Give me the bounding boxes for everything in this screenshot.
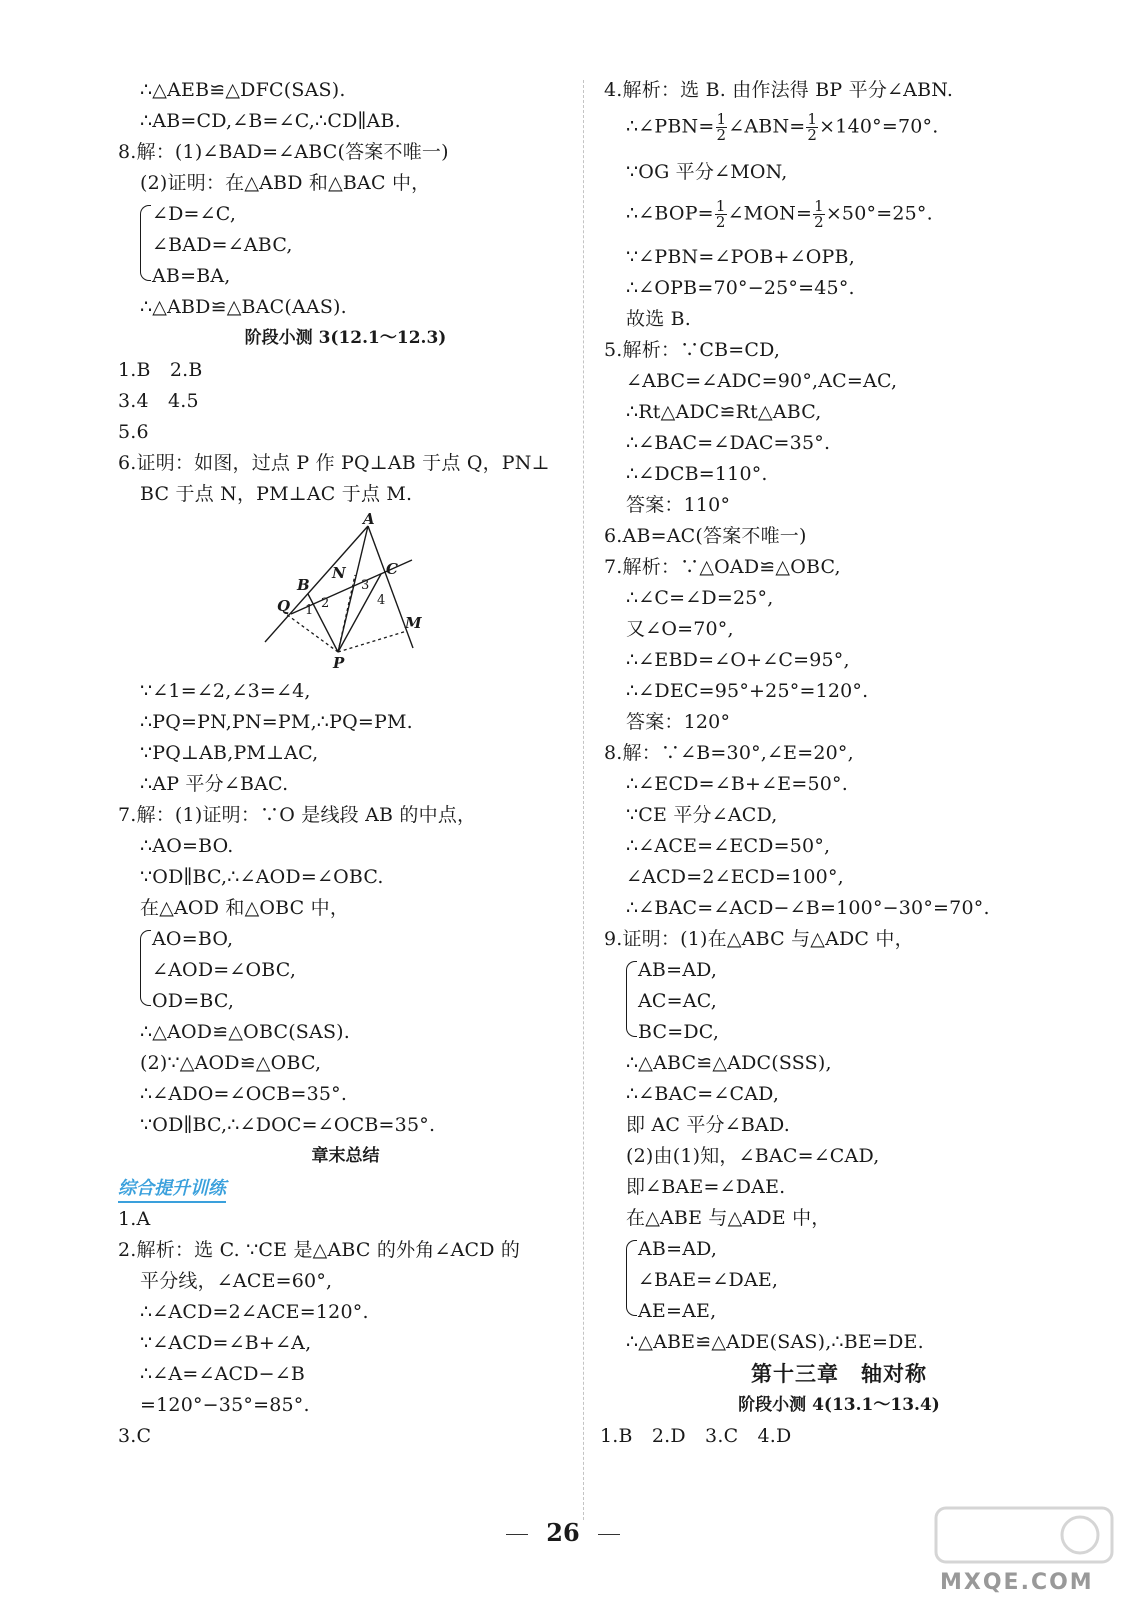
text-line: ∠BAD=∠ABC, [152, 234, 293, 256]
text-line: 又∠O=70°, [626, 618, 734, 640]
text-line: ∴∠BAC=∠ACD−∠B=100°−30°=70°. [626, 897, 990, 919]
text-line: 5.解析：∵CB=CD, [604, 339, 781, 361]
text-line: ∴△ABD≌△BAC(AAS). [140, 296, 347, 318]
text-line: ∴∠ADO=∠OCB=35°. [140, 1083, 348, 1105]
text-line: 即 AC 平分∠BAD. [626, 1114, 790, 1136]
brace [626, 1240, 637, 1316]
brace [140, 205, 151, 281]
text-line: (2)证明：在△ABD 和△BAC 中， [140, 172, 431, 194]
brace [140, 930, 151, 1006]
text-fragment: ∠ABN= [728, 115, 806, 138]
text-line: ∴Rt△ADC≌Rt△ABC, [626, 401, 822, 423]
text-line: 7.解：(1)证明：∵O 是线段 AB 的中点， [118, 804, 477, 826]
text-line: 1.B 2.D 3.C 4.D [600, 1425, 792, 1447]
text-line: ∵OD∥BC,∴∠DOC=∠OCB=35°. [140, 1114, 436, 1136]
fraction-denominator: 2 [807, 126, 818, 144]
fraction-numerator: 1 [716, 110, 727, 128]
fraction-denominator: 2 [715, 213, 726, 231]
label-C: C [386, 560, 398, 578]
training-label: 综合提升训练 [118, 1177, 226, 1203]
angle-2: 2 [321, 596, 330, 611]
text-line: ∵∠PBN=∠POB+∠OPB, [626, 246, 855, 268]
text-line: 在△ABE 与△ADE 中， [626, 1207, 831, 1229]
text-fragment: ∠MON= [727, 202, 813, 225]
text-line: ∵∠ACD=∠B+∠A, [140, 1332, 312, 1354]
text-fragment: ∴∠PBN= [626, 115, 715, 138]
text-line: AO=BO, [152, 928, 234, 950]
fraction-numerator: 1 [807, 110, 818, 128]
text-line: AB=AD, [638, 1238, 718, 1260]
text-line: ∴∠ACD=2∠ACE=120°. [140, 1301, 369, 1323]
text-line: AB=AD, [638, 959, 718, 981]
fraction-line [626, 112, 938, 143]
text-line: ∴∠DEC=95°+25°=120°. [626, 680, 869, 702]
text-line: BC=DC, [638, 1021, 720, 1043]
text-line: ∴△ABE≌△ADE(SAS),∴BE=DE. [626, 1331, 924, 1353]
angle-1: 1 [305, 603, 314, 618]
watermark-url: MXQE.COM [940, 1570, 1094, 1595]
text-line: ∵OG 平分∠MON, [626, 161, 788, 183]
text-line: AC=AC, [638, 990, 717, 1012]
answer-line: 答案：120° [626, 711, 731, 733]
text-line: ∴∠C=∠D=25°, [626, 587, 774, 609]
page-number-value: 26 [546, 1518, 580, 1547]
text-line: 6.证明：如图，过点 P 作 PQ⊥AB 于点 Q，PN⊥ [118, 452, 550, 474]
text-line: ∠AOD=∠OBC, [152, 959, 297, 981]
text-line: ∴∠ECD=∠B+∠E=50°. [626, 773, 848, 795]
text-line: 6.AB=AC(答案不唯一) [604, 525, 807, 547]
text-line: ∠D=∠C, [152, 203, 237, 225]
text-line: 故选 B. [626, 308, 692, 330]
text-line: 平分线，∠ACE=60°, [140, 1270, 333, 1292]
fraction [806, 112, 818, 143]
fraction [813, 199, 825, 230]
page-dash [506, 1534, 528, 1535]
text-line: 1.B 2.B [118, 359, 203, 381]
text-line: ∴△ABC≌△ADC(SSS), [626, 1052, 832, 1074]
section-heading: 阶段小测 3(12.1～12.3) [244, 328, 447, 348]
text-line: 3.C [118, 1425, 152, 1447]
text-line: ∴∠BAC=∠CAD, [626, 1083, 780, 1105]
text-line: ∴∠OPB=70°−25°=45°. [626, 277, 855, 299]
text-line: 7.解析：∵△OAD≌△OBC, [604, 556, 841, 578]
text-line: 在△AOD 和△OBC 中， [140, 897, 350, 919]
brace [626, 961, 637, 1037]
label-P: P [333, 654, 345, 670]
text-line: ∵OD∥BC,∴∠AOD=∠OBC. [140, 866, 384, 888]
text-line: ∴∠ACE=∠ECD=50°, [626, 835, 831, 857]
text-line: (2)由(1)知，∠BAC=∠CAD, [626, 1145, 880, 1167]
fraction-denominator: 2 [716, 126, 727, 144]
text-line: AE=AE, [638, 1300, 717, 1322]
dashed-PQ [286, 614, 338, 652]
label-B: B [297, 576, 310, 594]
text-line: ∵CE 平分∠ACD, [626, 804, 778, 826]
fraction [716, 112, 728, 143]
text-line: ∵∠1=∠2,∠3=∠4, [140, 680, 311, 702]
text-line: ∠ACD=2∠ECD=100°, [626, 866, 844, 888]
text-line: 8.解：∵∠B=30°,∠E=20°, [604, 742, 854, 764]
geometry-figure [255, 510, 445, 670]
fraction-numerator: 1 [814, 197, 824, 215]
text-line: 2.解析：选 C. ∵CE 是△ABC 的外角∠ACD 的 [118, 1239, 521, 1261]
text-line: ∴∠A=∠ACD−∠B [140, 1363, 306, 1385]
text-line: 9.证明：(1)在△ABC 与△ADC 中， [604, 928, 914, 950]
fraction [715, 199, 727, 230]
label-A: A [363, 510, 375, 528]
text-line: ∴△AEB≌△DFC(SAS). [140, 79, 346, 101]
text-line: (2)∵△AOD≌△OBC, [140, 1052, 322, 1074]
text-line: ∴AO=BO. [140, 835, 234, 857]
text-line: ∴∠DCB=110°. [626, 463, 768, 485]
text-fragment: ×140°=70°. [819, 115, 939, 138]
label-M: M [405, 614, 422, 632]
text-line: 5.6 [118, 421, 149, 443]
text-line: BC 于点 N，PM⊥AC 于点 M. [140, 483, 413, 505]
text-line: ∴∠EBD=∠O+∠C=95°, [626, 649, 850, 671]
q8-title: 8.解：(1)∠BAD=∠ABC(答案不唯一) [118, 141, 449, 163]
text-line: AB=BA, [152, 265, 231, 287]
text-line: ∴AP 平分∠BAC. [140, 773, 289, 795]
text-line: ∠BAE=∠DAE, [638, 1269, 779, 1291]
text-line: OD=BC, [152, 990, 235, 1012]
angle-4: 4 [377, 593, 386, 608]
text-line: =120°−35°=85°. [140, 1394, 310, 1416]
text-line: ∴PQ=PN,PN=PM,∴PQ=PM. [140, 711, 413, 733]
text-line: ∴△AOD≌△OBC(SAS). [140, 1021, 351, 1043]
text-line: ∴∠BAC=∠DAC=35°. [626, 432, 831, 454]
label-Q: Q [277, 597, 291, 615]
text-line: 即∠BAE=∠DAE. [626, 1176, 786, 1198]
section-heading: 阶段小测 4(13.1～13.4) [738, 1395, 940, 1415]
text-fragment: ×50°=25°. [825, 202, 933, 225]
chapter-summary-heading: 章末总结 [311, 1146, 380, 1166]
text-line: 4.解析：选 B. 由作法得 BP 平分∠ABN. [604, 79, 954, 101]
angle-3: 3 [361, 578, 370, 593]
text-line: ∴AB=CD,∠B=∠C,∴CD∥AB. [140, 110, 401, 132]
chapter-heading: 第十三章 轴对称 [751, 1361, 927, 1386]
answer-line: 答案：110° [626, 494, 731, 516]
text-line: 1.A [118, 1208, 151, 1230]
fraction-line [626, 199, 933, 230]
page-dash [598, 1534, 620, 1535]
text-line: ∠ABC=∠ADC=90°,AC=AC, [626, 370, 898, 392]
text-line: ∵PQ⊥AB,PM⊥AC, [140, 742, 319, 764]
text-fragment: ∴∠BOP= [626, 202, 714, 225]
label-N: N [332, 564, 346, 582]
fraction-numerator: 1 [715, 197, 726, 215]
text-line: 3.4 4.5 [118, 390, 199, 412]
fraction-denominator: 2 [814, 213, 824, 231]
column-divider [583, 80, 584, 1520]
